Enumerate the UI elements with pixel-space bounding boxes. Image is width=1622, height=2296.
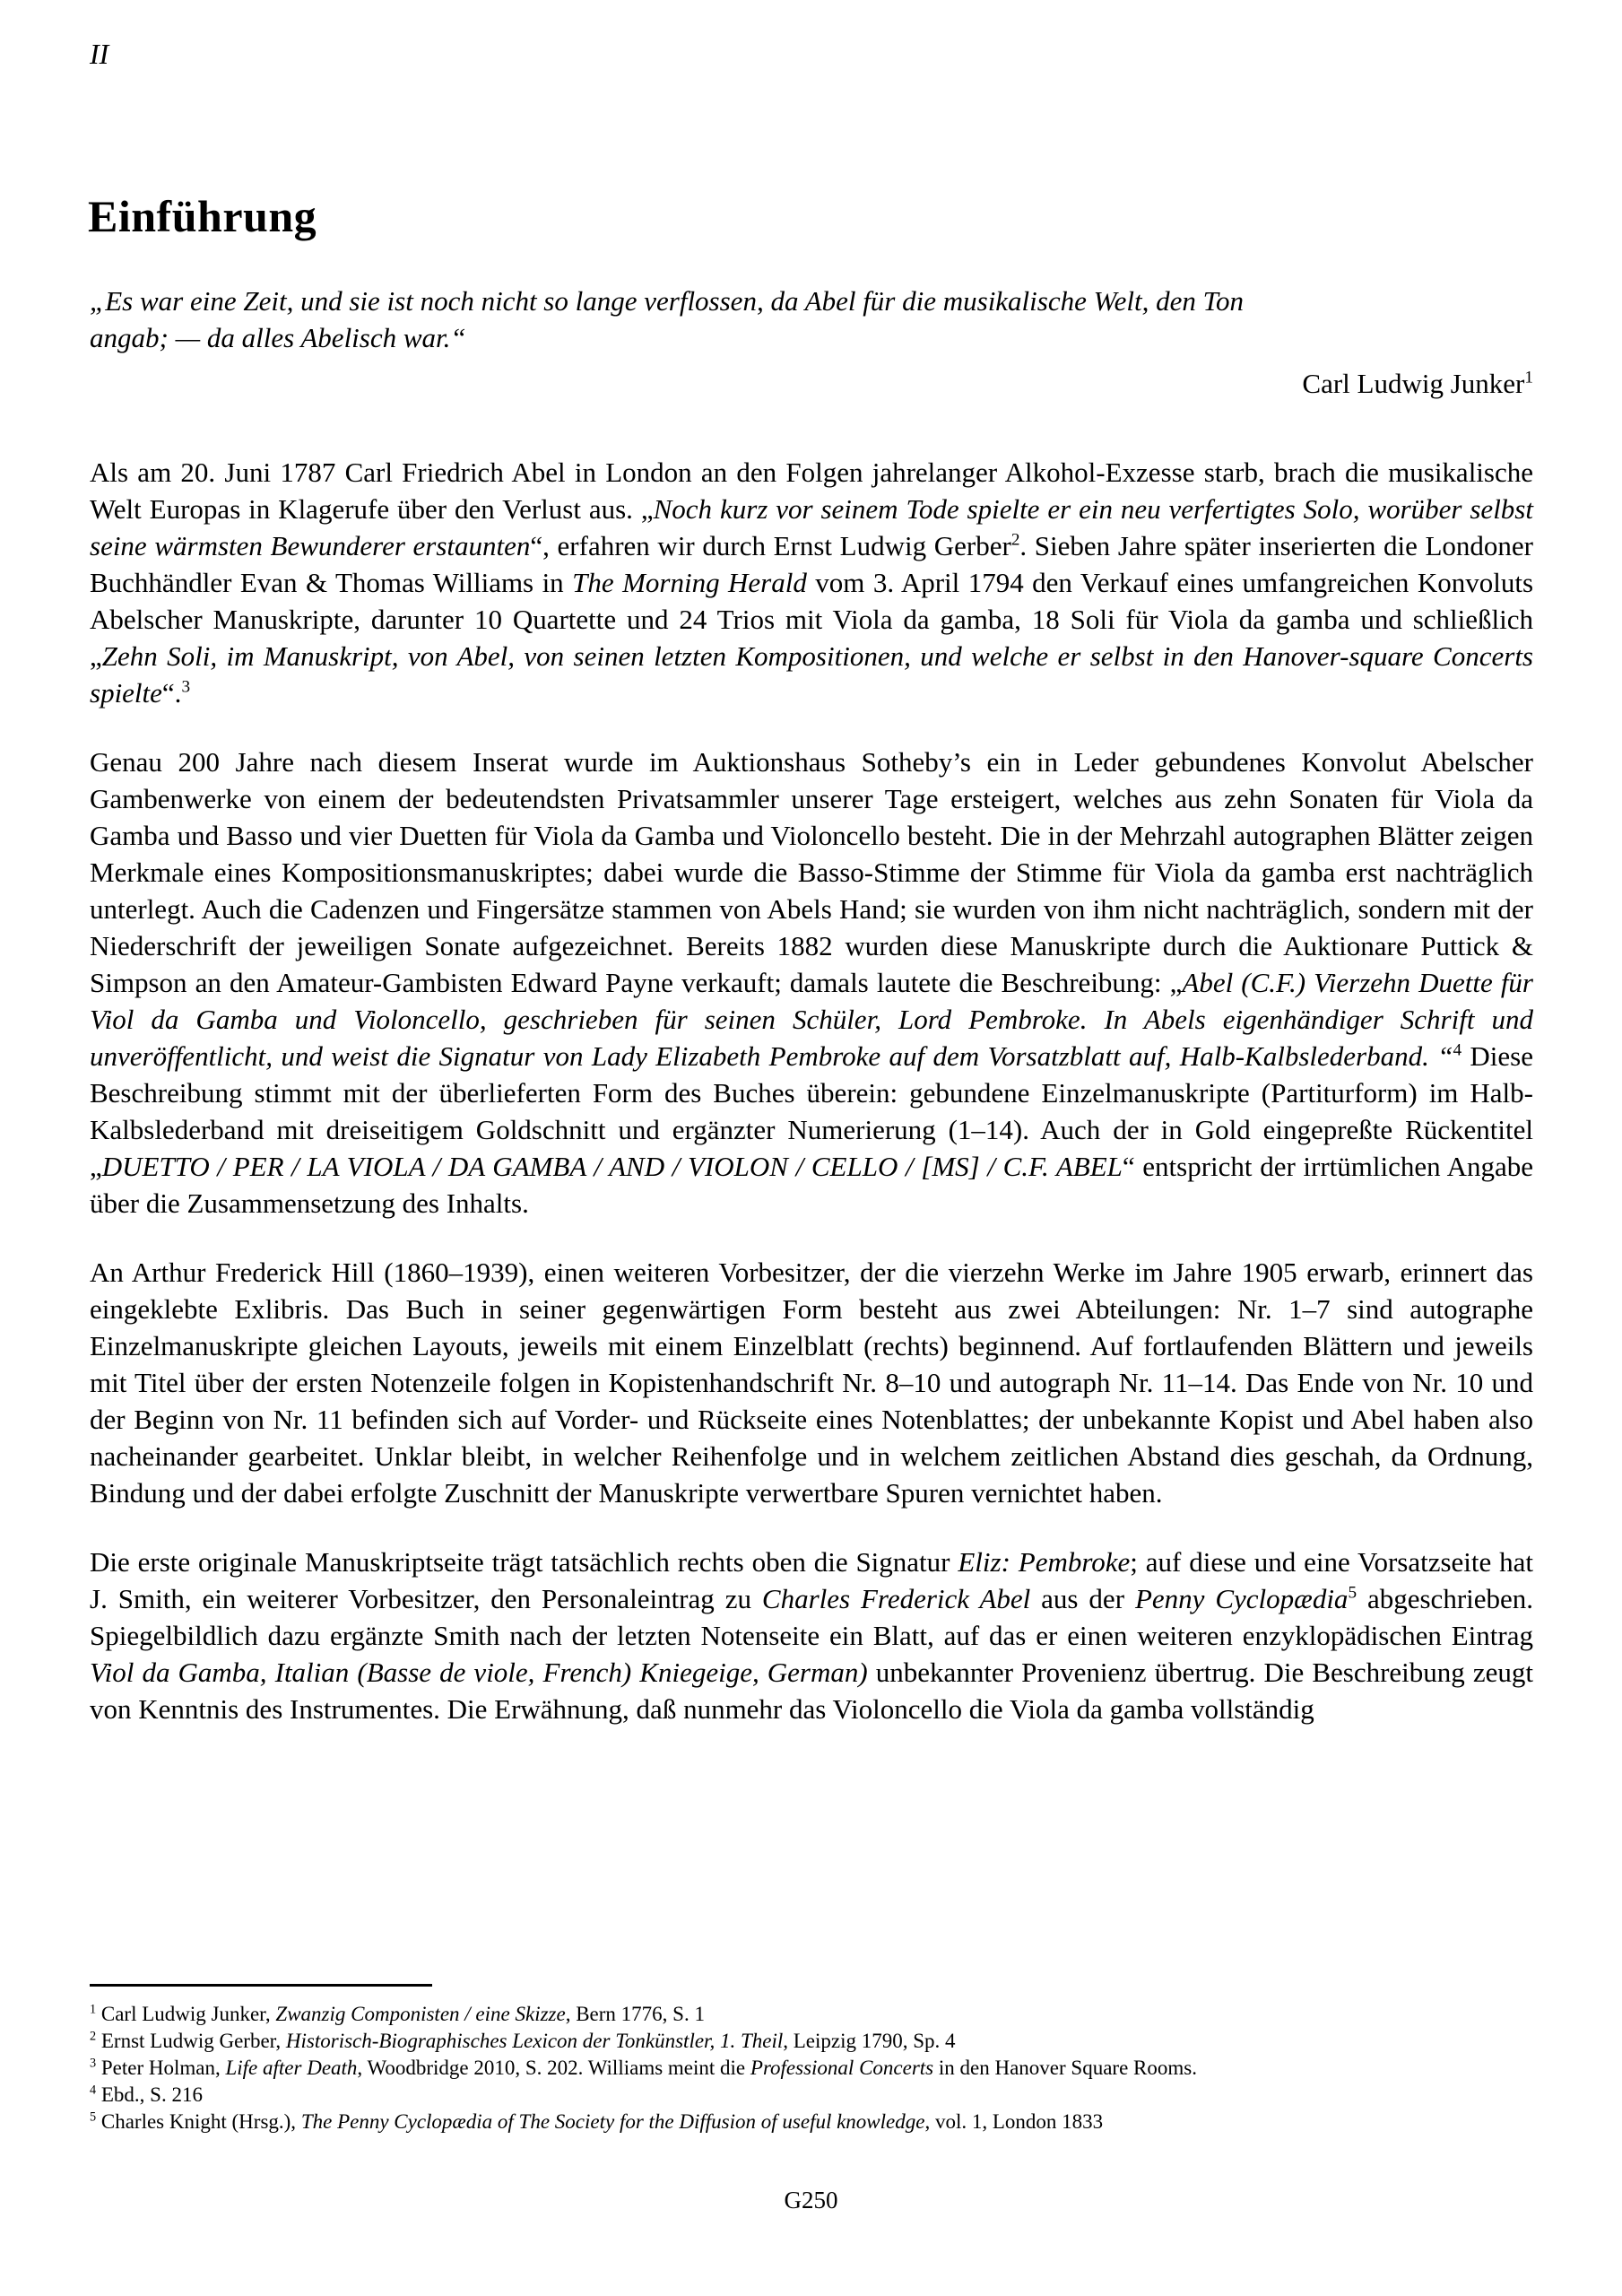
epigraph-quote-line-2: angab; — da alles Abelisch war.“ [90,322,466,353]
body-text [90,454,1533,1727]
epigraph [90,283,1533,402]
paragraph-3: An Arthur Frederick Hill (1860–1939), einen weiteren Vorbesitzer, der die vierzehn Werke im Jahre 1905 erwarb, erinnert das eingeklebte Exlibris. Das Buch in seiner gegenwärtigen Form besteht aus zwei Abteilungen: Nr. 1–7 sind autographe Einzelmanuskripte gleichen Layouts, jeweils mit einem Einzelblatt (rechts) beginnend. Auf fortlaufenden Blättern und jeweils mit Titel über der ersten Notenzeile folgen in Kopistenhandschrift Nr. 8–10 und autograph Nr. 11–14. Das Ende von Nr. 10 und der Beginn von Nr. 11 befinden sich auf Vorder- und Rückseite eines Notenblattes; der unbekannte Kopist und Abel haben also nacheinander gearbeitet. Unklar bleibt, in welcher Reihenfolge und in welchem zeitlichen Abstand dies geschah, da Ordnung, Bindung und der dabei erfolgte Zuschnitt der Manuskripte verwertbare Spuren vernichtet haben. [90,1257,1533,1509]
epigraph-quote-line-1: „Es war eine Zeit, und sie ist noch nicht so lange verflossen, da Abel für die musikalische Welt, den Ton [90,285,1244,317]
footnote-4: $^4$ Ebd., S. 216 [90,2083,203,2106]
footnote-2: $^2$ Ernst Ludwig Gerber, Historisch-Biographisches Lexicon der Tonkünstler, 1. Theil, Leipzig 1790, Sp. 4 [90,2029,956,2052]
footnote-5: $^5$ Charles Knight (Hrsg.), The Penny Cyclopædia of The Society for the Diffusion of useful knowledge, vol. 1, London 1833 [90,2109,1104,2133]
paragraph-2: Genau 200 Jahre nach diesem Inserat wurde im Auktionshaus Sotheby’s ein in Leder gebundenes Konvolut Abelscher Gambenwerke von einem der bedeutendsten Privatsammler unserer Tage ersteigert, welches aus zehn Sonaten für Viola da Gamba und Basso und vier Duetten für Viola da Gamba und Violoncello besteht. Die in der Mehrzahl autographen Blätter zeigen Merkmale eines Kompositionsmanuskriptes; dabei wurde die Basso-Stimme der Stimme für Viola da gamba erst nachträglich unterlegt. Auch die Cadenzen und Fingersätze stammen von Abels Hand; sie wurden von ihm nicht nachträglich, sondern mit der Niederschrift der jeweiligen Sonate aufgezeichnet. Bereits 1882 wurden diese Manuskripte durch die Auktionare Puttick & Simpson an den Amateur-Gambisten Edward Payne verkauft; damals lautete die Beschreibung: „Abel (C.F.) Vierzehn Duette für Viol da Gamba und Violoncello, geschrieben für seinen Schüler, Lord Pembroke. In Abels eigenhändiger Schrift und unveröffentlicht, und weist die Signatur von Lady Elizabeth Pembroke auf dem Vorsatzblatt auf, Halb-Kalbslederband. “$^4$ Diese Beschreibung stimmt mit der überlieferten Form des Buches überein: gebundene Einzelmanuskripte (Partiturform) im Halb-Kalbslederband mit dreiseitigem Goldschnitt und ergänzter Numerierung (1–14). Auch der in Gold eingepreßte Rückentitel „DUETTO / PER / LA VIOLA / DA GAMBA / AND / VIOLON / CELLO / [MS] / C.F. ABEL“ entspricht der irrtümlichen Angabe über die Zusammensetzung des Inhalts. [90,746,1534,1219]
paragraph-4: Die erste originale Manuskriptseite trägt tatsächlich rechts oben die Signatur Eliz: Pembroke; auf diese und eine Vorsatzseite hat J. Smith, ein weiterer Vorbesitzer, den Personaleintrag zu Charles Frederick Abel aus der Penny Cyclopædia$^5$ abgeschrieben. Spiegelbildlich dazu ergänzte Smith nach der letzten Notenseite ein Blatt, auf das er einen weiteren enzyklopädischen Eintrag Viol da Gamba, Italian (Basse de viole, French) Kniegeige, German) unbekannter Provenienz übertrug. Die Beschreibung zeugt von Kenntnis des Instrumentes. Die Erwähnung, daß nunmehr das Violoncello die Viola da gamba vollständig [90,1546,1534,1725]
footnote-block [90,1984,1533,2135]
paragraph-1: Als am 20. Juni 1787 Carl Friedrich Abel in London an den Folgen jahrelanger Alkohol-Exzesse starb, brach die musikalische Welt Europas in Klagerufe über den Verlust aus. „Noch kurz vor seinem Tode spielte er ein neu verfertigtes Solo, worüber selbst seine wärmsten Bewunderer erstaunten“, erfahren wir durch Ernst Ludwig Gerber$^2$. Sieben Jahre später inserierten die Londoner Buchhändler Evan & Thomas Williams in The Morning Herald vom 3. April 1794 den Verkauf eines umfangreichen Konvoluts Abelscher Manuskripte, darunter 10 Quartette und 24 Trios mit Viola da gamba, 18 Soli für Viola da gamba und schließlich „Zehn Soli, im Manuskript, von Abel, von seinen letzten Kompositionen, und welche er selbst in den Hanover-square Concerts spielte“.$^3$ [90,457,1534,709]
epigraph-attribution: Carl Ludwig Junker$^1$ [1302,368,1533,399]
plate-number: G250 [784,2187,838,2213]
footnote-separator [90,1984,432,1987]
page-number: II [90,38,109,70]
footnote-3: $^3$ Peter Holman, Life after Death, Woodbridge 2010, S. 202. Williams meint die Professional Concerts in den Hanover Square Rooms. [90,2056,1197,2079]
page-title: Einführung [88,191,317,241]
footnote-1: $^1$ Carl Ludwig Junker, Zwanzig Componisten / eine Skizze, Bern 1776, S. 1 [90,2002,705,2025]
